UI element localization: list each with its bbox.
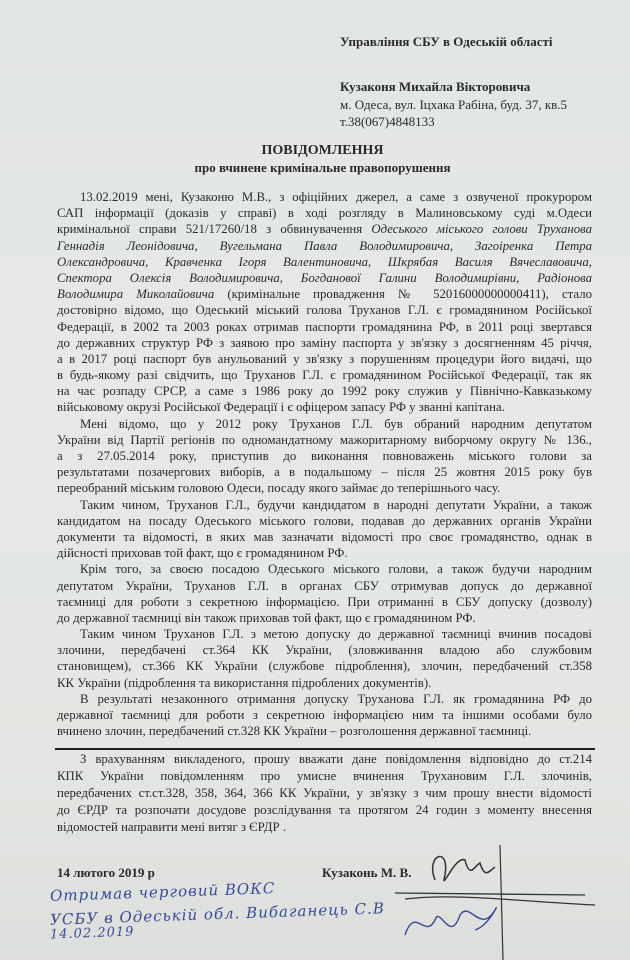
text-line [57, 351, 592, 367]
text-segment: дійсності приховав той факт, що є громадянином РФ. [57, 546, 348, 561]
document-subtitle: про вчинене кримінальне правопорушення [194, 160, 451, 175]
text-segment: злочини, передбачені ст.364 КК України, (зловживання владою або службовим [57, 643, 592, 658]
text-line [57, 302, 592, 318]
document-body [57, 189, 592, 739]
divider [55, 748, 595, 750]
text-segment: України від Партії регіонів по одномандатному мажоритарному виборчому округу № 136., [57, 432, 592, 447]
text-segment: становищем), ст.366 КК України (службове підроблення), злочин, передбачений ст.358 [57, 659, 592, 674]
italic-text: Одеського міського голови Труханова [371, 222, 592, 237]
sender-address: м. Одеса, вул. Іцхака Рабіна, буд. 37, кв.5 [340, 97, 568, 112]
text-line [57, 432, 592, 448]
text-line [57, 675, 592, 691]
text-segment: кандидатом на посаду Одеського міського голови, подавав до державних органів України [57, 513, 592, 528]
signer-name: Кузаконь М. В. [322, 865, 412, 880]
paragraph [57, 561, 592, 626]
text-segment: документи та відомості, в яких мав зазначати відомості про своє громадянство, однак в [57, 529, 592, 544]
text-segment: військовому окрузі Російської Федерації і є офіцером запасу РФ у званні капітана. [57, 400, 505, 415]
text-segment: на час розпаду СРСР, а саме з 1986 року до 1992 року служив у Північно-Кавказькому [57, 384, 592, 399]
text-segment: до державної таємниці він також приховав той факт, що є громадянином РФ. [57, 610, 476, 625]
text-segment: Таким чином, Труханов Г.Л., будучи кандидатом в народні депутати України, а також [80, 497, 592, 512]
handwritten-note-line2: УСБУ в Одеській обл. Вибаганець С.В [49, 899, 386, 929]
text-line [57, 751, 592, 768]
italic-text: Геннадія Леонідовича, Вугельмана Павла Володимировича, Загоіренка Петра [57, 238, 592, 253]
text-line [57, 319, 592, 335]
text-line [57, 448, 592, 464]
text-segment: Мені відомо, що у 2012 року Труханов Г.Л. був обраний народним депутатом [80, 416, 592, 431]
document-date: 14 лютого 2019 р [57, 865, 155, 880]
italic-text: Олександровича, Кравченка Ігоря Валентиновича, Шкрябая Василя Вячеславовича, [57, 254, 592, 269]
text-segment: переобраний міським головою Одеси, посаду якого займає до теперішнього часу. [57, 481, 501, 496]
paragraph [57, 691, 592, 740]
document-title: ПОВІДОМЛЕННЯ [261, 143, 384, 158]
text-line [57, 610, 592, 626]
text-segment: а з 27.05.2014 року, приступив до виконання повноважень міського голови за [57, 449, 592, 463]
text-segment: З врахуванням викладеного, прошу вважати дане повідомлення відповідно до ст.214 [80, 752, 592, 766]
text-line [57, 189, 592, 205]
text-segment: достовірно відомо, що Одеський міський голова Труханов Г.Л. є громадянином Російської [57, 303, 592, 318]
italic-text: Спектора Олексія Володимировича, Богданової Галини Володимирівни, Радіонова [57, 270, 592, 285]
text-segment: Федерації, в 2002 та 2003 роках отримав паспорти громадянина РФ, в 2011 році звертався [57, 319, 592, 334]
text-line [57, 464, 592, 480]
text-line [57, 270, 592, 286]
text-line [57, 691, 592, 707]
text-line [57, 254, 592, 270]
text-segment: в будь-якому разі свідчить, що Труханов Г.Л. є громадянином Російської Федерації, так як [57, 368, 592, 383]
text-line [57, 367, 592, 383]
text-segment: вчинено злочин, передбачений ст.328 КК України – розголошення державної таємниці. [57, 724, 532, 739]
text-segment: депутатом України, Труханов Г.Л. в органах СБУ отримував допуск до державної [57, 578, 592, 593]
text-line [57, 768, 592, 785]
text-line [57, 497, 592, 513]
text-line [57, 819, 592, 836]
text-line [57, 642, 592, 658]
text-line [57, 594, 592, 610]
text-segment: КК України (підроблення та використання підроблених документів). [57, 675, 432, 690]
text-segment: В результаті незаконного отримання допуску Труханова Г.Л. як громадянина РФ до [80, 691, 592, 706]
text-line [57, 399, 592, 415]
text-segment: державної таємниці для роботи з секретною інформацією ним та іншими особами було [57, 708, 592, 722]
text-line [57, 578, 592, 594]
recipient: Управління СБУ в Одеській області [340, 34, 553, 49]
text-line [57, 238, 592, 254]
text-line [57, 416, 592, 432]
handwritten-note-line1: Отримав черговий ВОКС [49, 879, 276, 905]
text-line [57, 658, 592, 674]
text-line [57, 205, 592, 221]
handwritten-note-line3: 14.02.2019 [49, 924, 135, 943]
text-segment: 13.02.2019 мені, Кузаконю М.В., з офіційних джерел, а саме з озвученої прокурором [80, 190, 592, 204]
text-segment: результатами позачергових виборів, а в подальшому – після 25 жовтня 2015 року був [57, 465, 592, 480]
text-line [57, 707, 592, 723]
sender-phone: т.38(067)4848133 [340, 114, 435, 129]
text-segment: таємниці для роботи з секретною інформацією. При отриманні в СБУ допуску (дозволу) [57, 594, 592, 609]
text-line [57, 545, 592, 561]
text-segment: кримінальної справи 521/17260/18 з обвинувачення [57, 222, 372, 237]
paragraph [57, 189, 592, 416]
text-line [57, 480, 592, 496]
text-line [57, 383, 592, 399]
paragraph [57, 497, 592, 562]
text-segment: САП інформації (доказів у справі) в ході розгляду в Малиновському суді м.Одеси [57, 206, 592, 221]
text-line [57, 221, 592, 237]
sender-name: Кузаконя Михайла Вікторовича [340, 79, 531, 94]
text-line [57, 802, 592, 819]
text-line [57, 785, 592, 802]
text-line [57, 335, 592, 351]
text-segment: (кримінальне провадження № 52016000000000411), стало [214, 287, 592, 302]
paragraph [57, 626, 592, 691]
text-segment: відомостей направити мені витяг з ЄРДР . [57, 820, 287, 834]
paragraph [57, 416, 592, 497]
text-line [57, 529, 592, 545]
text-segment: Таким чином Труханов Г.Л. з метою допуску до державної таємниці вчинив посадові [80, 627, 592, 642]
text-line [57, 513, 592, 529]
text-segment: Крім того, за своєю посадою Одеського міського голови, а також будучи народним [80, 562, 592, 577]
receiver-signature [400, 895, 510, 955]
italic-text: Володимира Миколайовича [57, 287, 215, 302]
text-line [57, 626, 592, 642]
text-line [57, 561, 592, 577]
request-paragraph [57, 751, 592, 836]
text-segment: до ЄРДР та розпочати досудове розслідування та протягом 24 годин з моменту внесення [57, 803, 592, 817]
text-segment: до державних структур РФ з заявою про заміну паспорта у зв'язку з досягненням 45 річчя, [57, 335, 592, 350]
text-segment: а в 2017 році паспорт був анульований у зв'язку з порушенням процедури його видачі, що [57, 351, 592, 366]
text-line [57, 286, 592, 302]
text-segment: передбачених ст.ст.328, 358, 364, 366 КК України, у зв'язку з чим прошу внести відомості [57, 786, 592, 800]
text-segment: КПК України повідомленням про умисне вчинення Трухановим Г.Л. злочинів, [57, 769, 592, 783]
text-line [57, 723, 592, 739]
